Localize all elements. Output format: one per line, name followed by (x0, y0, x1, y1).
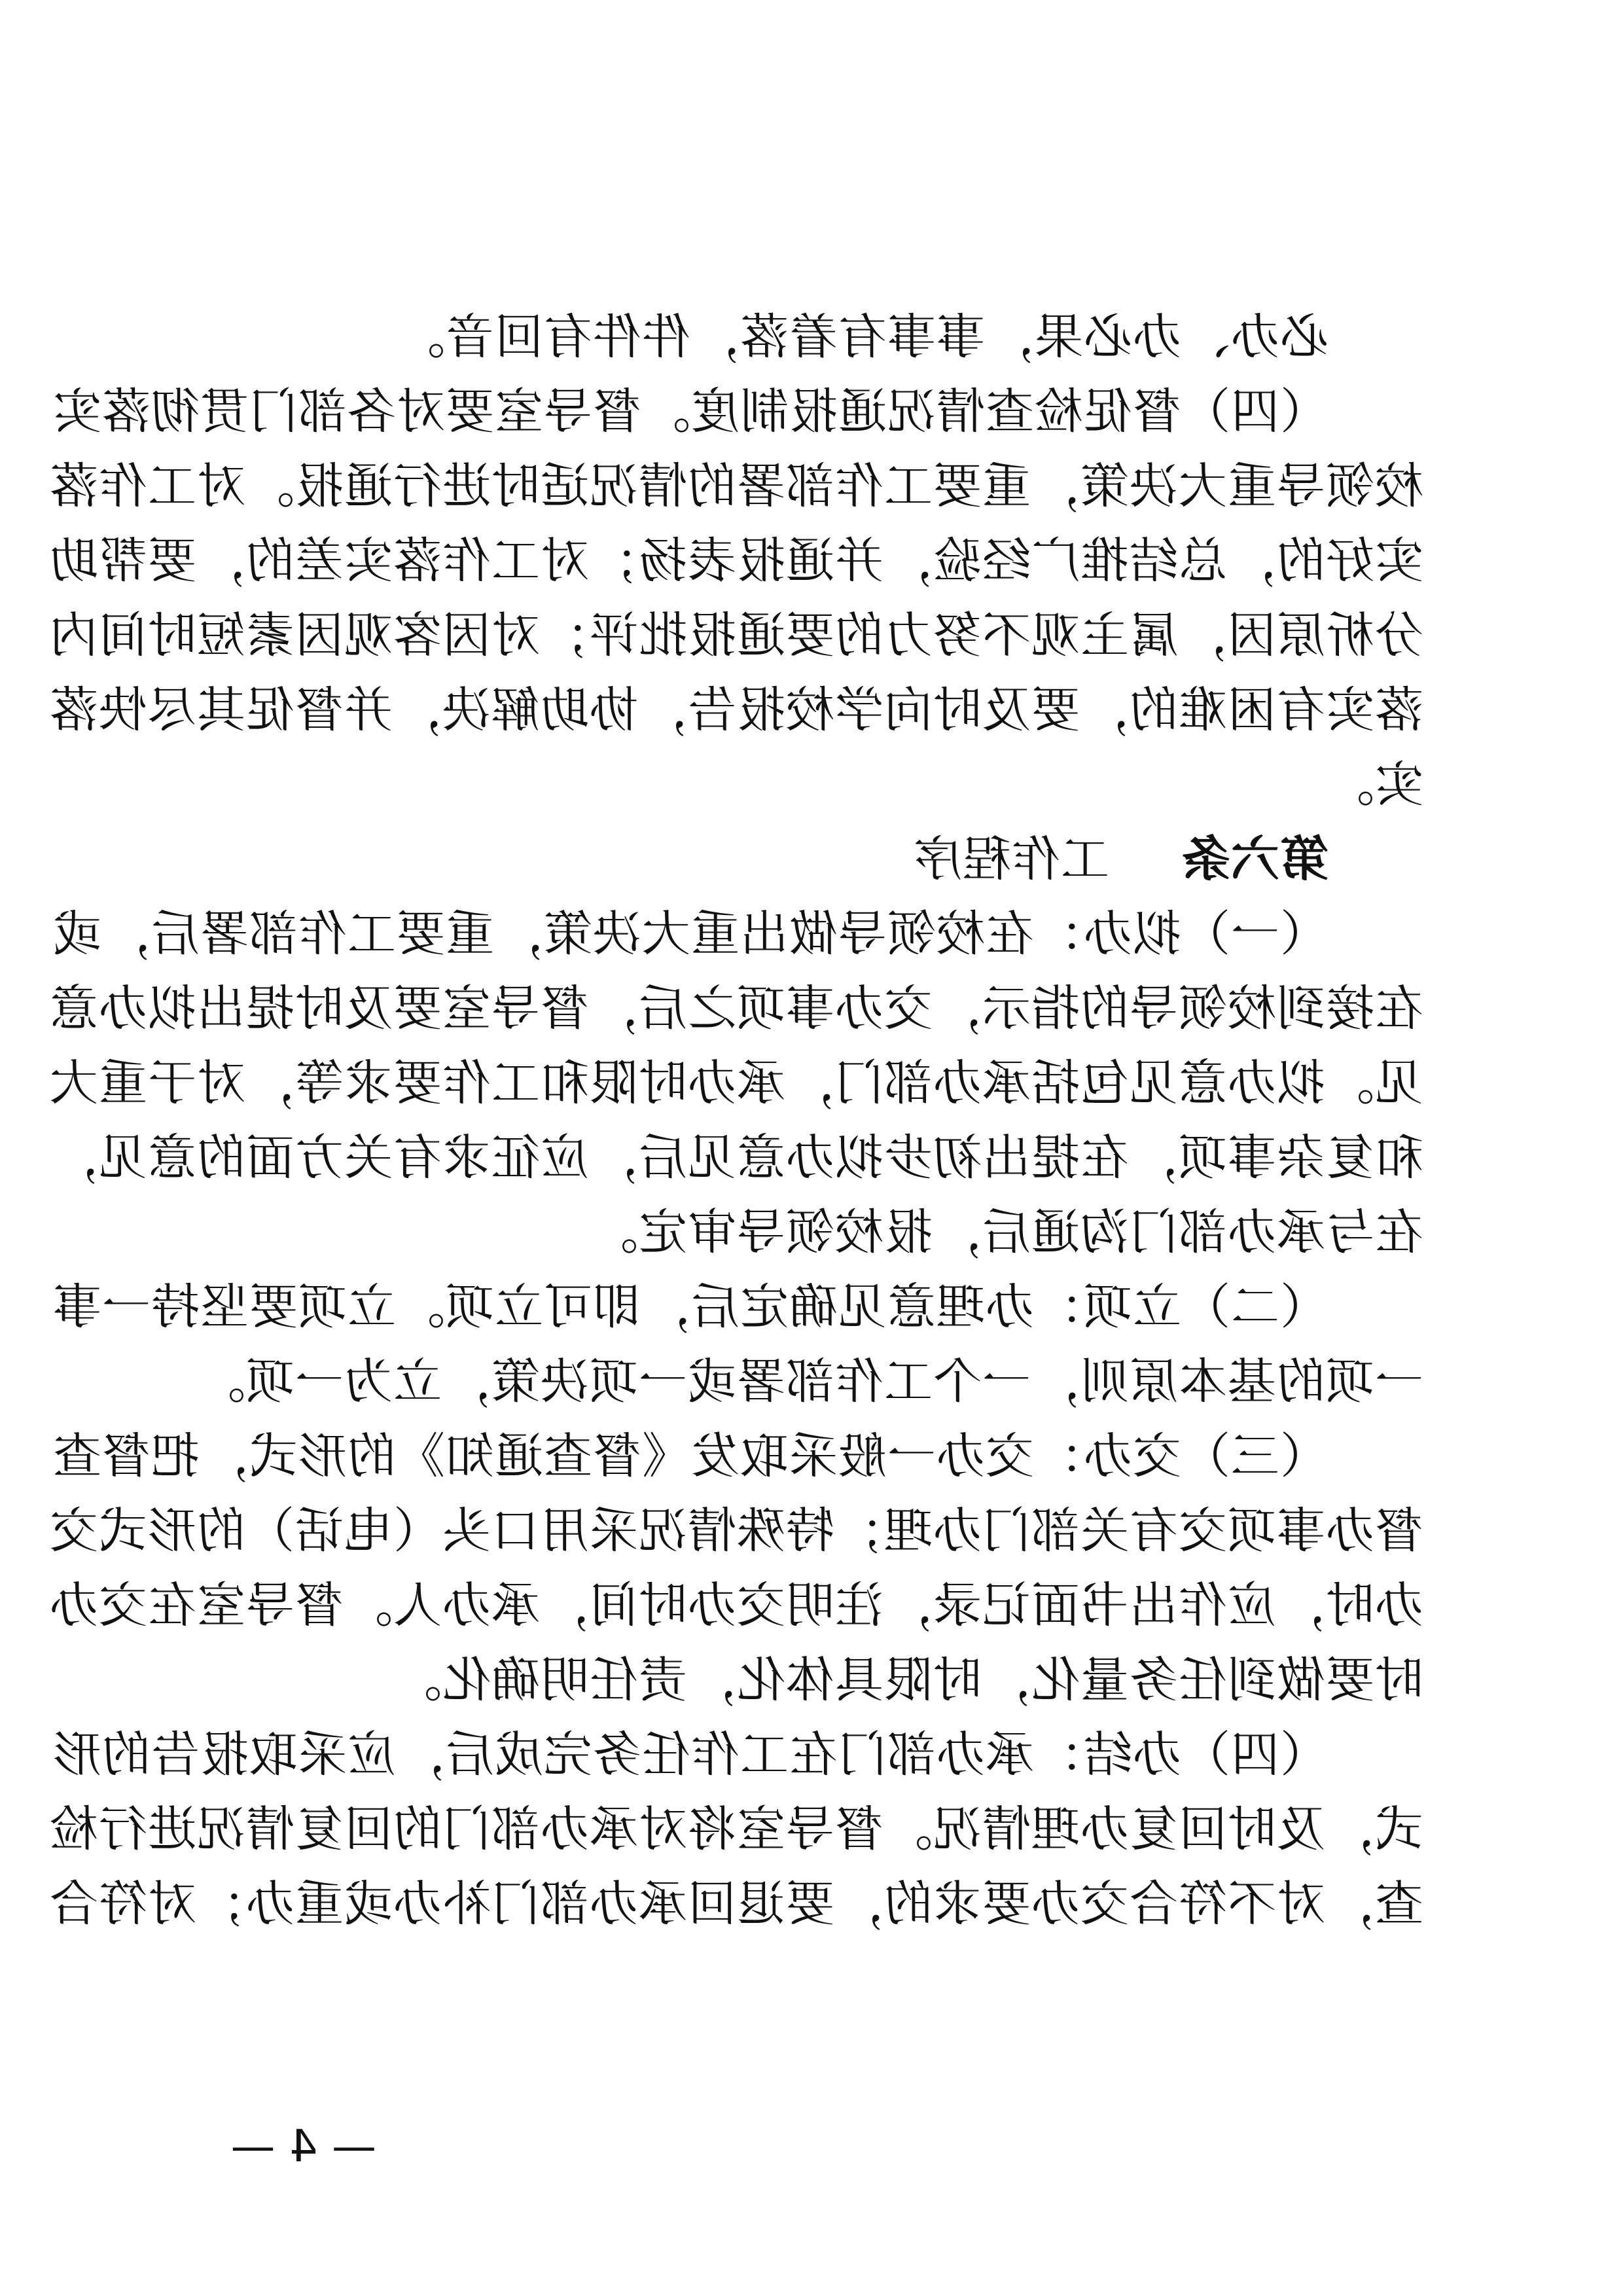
text-line (0, 444, 1623, 529)
text-line (0, 1861, 1623, 1946)
text-line (0, 1339, 1623, 1424)
page-number (0, 2117, 1623, 2176)
text-line (0, 1712, 1623, 1797)
line-text: （三）交办：交办一般采取发《督查通知》的形式，把督查 (52, 1428, 1329, 1484)
text-line (0, 1414, 1623, 1499)
text-line (0, 966, 1623, 1051)
line-text: 在接到校领导的指示，交办事项之后，督导室要及时提出拟办意 (49, 980, 1423, 1037)
line-text: （二）立项：办理意见确定后，即可立项。立项要坚持一事 (52, 1279, 1329, 1335)
text-line (0, 593, 1623, 678)
article-number: 第六条 (1181, 831, 1329, 888)
text-line (0, 1488, 1623, 1573)
text-line (0, 1638, 1623, 1723)
text-line (0, 1265, 1623, 1350)
text-line (0, 1115, 1623, 1200)
heading-text (913, 817, 1329, 902)
text-line (0, 1041, 1623, 1126)
line-text: 见。拟办意见包括承办部门，承办时限和工作要求等，对于重大 (49, 1055, 1423, 1111)
line-text: 实。 (1325, 757, 1423, 813)
text-line (0, 1563, 1623, 1648)
line-text: 督办事项交有关部门办理；特殊情况采用口头（电话）的形式交 (49, 1503, 1423, 1559)
line-text: 时要做到任务量化，时限具体化，责任明确化。 (393, 1652, 1423, 1708)
line-text: 查，对不符合交办要求的，要退回承办部门补办或重办；对符合 (49, 1876, 1423, 1932)
text-line (0, 891, 1623, 977)
page-number-text: — 4 — (230, 2121, 376, 2172)
line-text: 式，及时回复办理情况。督导室将对承办部门的回复情况进行检 (49, 1801, 1423, 1857)
article-title: 工作程序 (913, 831, 1109, 888)
text-line (0, 1787, 1623, 1872)
line-text: 一项的基本原则，一个工作部署或一项决策，立为一项。 (196, 1354, 1423, 1410)
line-text: （四）办结：承办部门在工作任务完成后，应采取报告的形 (52, 1727, 1329, 1783)
text-line (0, 1190, 1623, 1275)
text-line (0, 369, 1623, 454)
line-text: （四）督促检查情况通报制度。督导室要对各部门贯彻落实 (52, 384, 1329, 440)
line-text: 和复杂事项，在提出初步拟办意见后，应征求有关方面的意见， (49, 1130, 1423, 1186)
line-text: 校领导重大决策，重要工作部署的情况适时进行通报。对工作落 (49, 458, 1423, 514)
line-text: 分析原因，属主观不努力的要通报批评；对因客观因素短时间内 (49, 607, 1423, 664)
text-line (0, 668, 1623, 753)
article-heading (0, 817, 1623, 902)
line-text: 落实有困难的，要及时向学校报告，协助解决，并督促其尽快落 (49, 682, 1423, 738)
line-text: 实好的，总结推广经验，并通报表扬；对工作落实差的，要帮助 (49, 533, 1423, 589)
line-text: 办时，应作出书面记录，注明交办时间，承办人。督导室在交办 (49, 1577, 1423, 1634)
text-line (0, 295, 1623, 380)
text-line (0, 742, 1623, 827)
line-text: 在与承办部门沟通后，报校领导审定。 (589, 1204, 1423, 1261)
line-text: 必办、办必果，事事有着落，件件有回音。 (396, 309, 1329, 365)
line-text: （一）拟办：在校领导做出重大决策，重要工作部署后，或 (52, 906, 1329, 962)
text-line (0, 518, 1623, 603)
